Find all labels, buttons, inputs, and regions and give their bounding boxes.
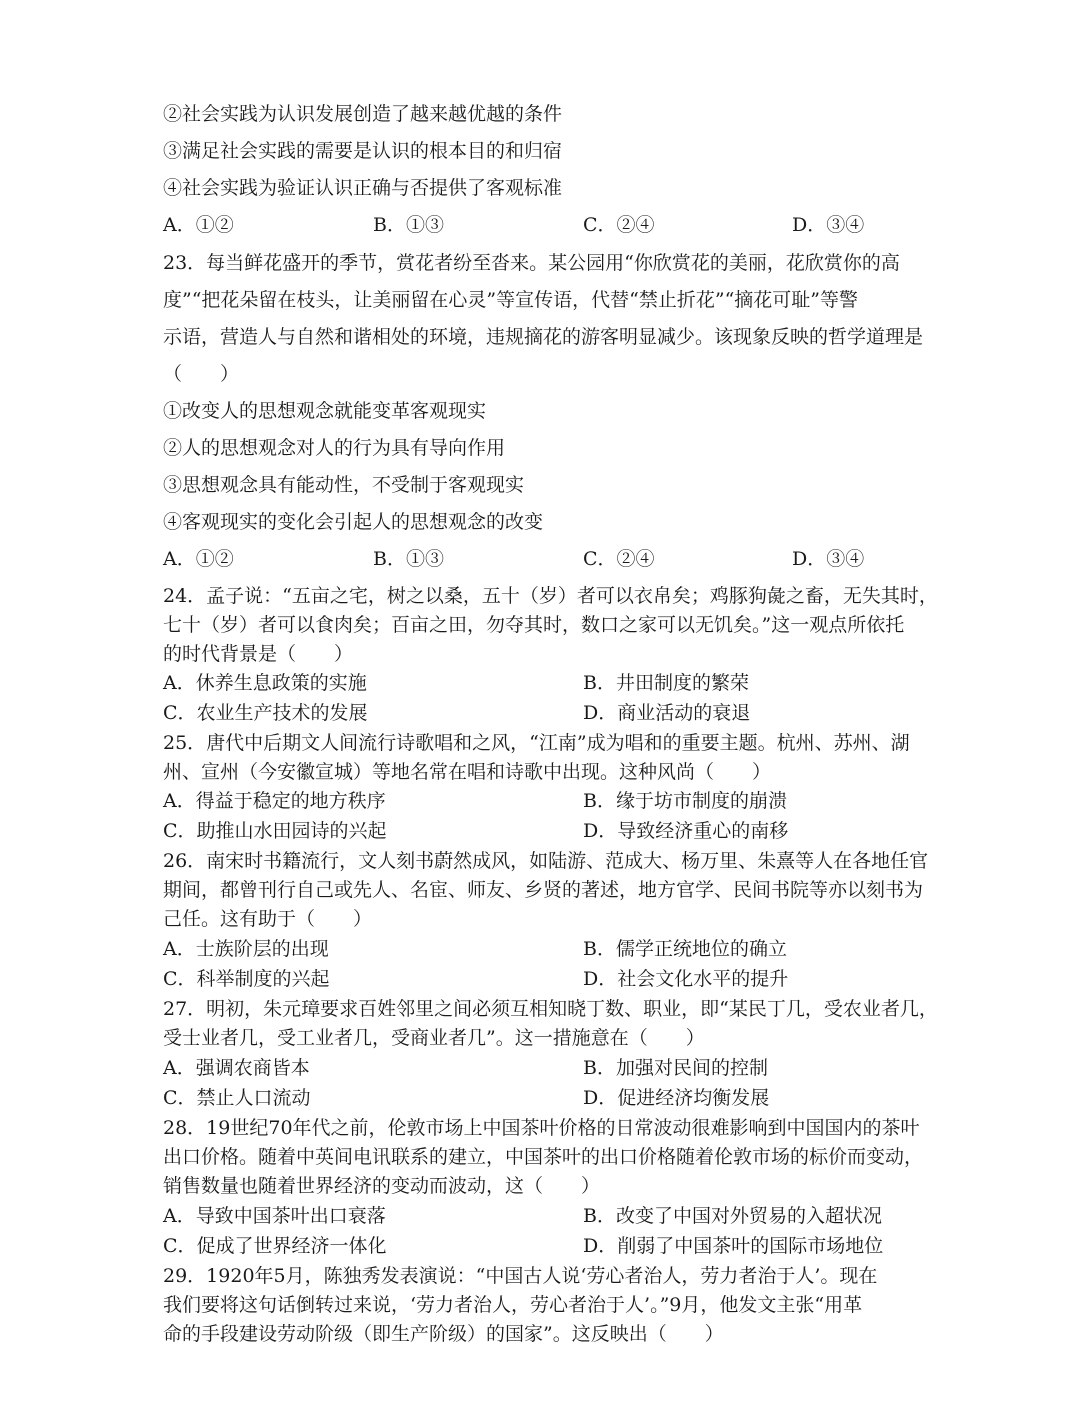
q22-option-c: C．②④ [583,214,655,236]
q25-option-c: C．助推山水田园诗的兴起 [163,820,387,842]
q28-option-b: B．改变了中国对外贸易的入超状况 [583,1205,882,1227]
q28-stem-line-2: 出口价格。随着中英间电讯联系的建立，中国茶叶的出口价格随着伦敦市场的标价而变动， [163,1146,924,1168]
q23-option-a: A．①② [163,548,234,570]
q23-stem-line-3: 示语，营造人与自然和谐相处的环境，违规摘花的游客明显减少。该现象反映的哲学道理是 [163,326,924,348]
q27-option-d: D．促进经济均衡发展 [583,1087,770,1109]
q24-option-c: C．农业生产技术的发展 [163,702,368,724]
q29-stem-line-3: 命的手段建设劳动阶级（即生产阶级）的国家”。这反映出（ ） [163,1323,724,1345]
q24-option-b: B．井田制度的繁荣 [583,672,749,694]
q25-option-a: A．得益于稳定的地方秩序 [163,790,386,812]
q27-option-a: A．强调农商皆本 [163,1057,310,1079]
q24-option-d: D．商业活动的衰退 [583,702,751,724]
q22-option-d: D．③④ [792,214,865,236]
q28-stem-line-1: 28．19世纪70年代之前，伦敦市场上中国茶叶价格的日常波动很难影响到中国国内的茶叶 [163,1117,920,1139]
q28-option-a: A．导致中国茶叶出口衰落 [163,1205,386,1227]
q23-stem-line-1: 23．每当鲜花盛开的季节，赏花者纷至沓来。某公园用“你欣赏花的美丽，花欣赏你的高 [163,252,900,274]
q29-stem-line-2: 我们要将这句话倒转过来说，‘劳力者治人，劳心者治于人’。”9月，他发文主张“用革 [163,1294,863,1316]
q23-option-b: B．①③ [373,548,444,570]
q27-stem-line-1: 27．明初，朱元璋要求百姓邻里之间必须互相知晓丁数、职业，即“某民丁几，受农业者几， [163,998,938,1020]
q26-option-d: D．社会文化水平的提升 [583,968,789,990]
q26-option-a: A．士族阶层的出现 [163,938,329,960]
q26-stem-line-3: 己任。这有助于（ ） [163,908,373,930]
q26-stem-line-2: 期间，都曾刊行自己或先人、名宦、师友、乡贤的著述，地方官学、民间书院等亦以刻书为 [163,879,924,901]
q23-statement-4: ④客观现实的变化会引起人的思想观念的改变 [163,511,544,533]
q23-option-d: D．③④ [792,548,865,570]
q26-option-b: B．儒学正统地位的确立 [583,938,787,960]
q27-option-c: C．禁止人口流动 [163,1087,311,1109]
q28-option-c: C．促成了世界经济一体化 [163,1235,387,1257]
q24-stem-line-1: 24．孟子说：“五亩之宅，树之以桑，五十（岁）者可以衣帛矣；鸡豚狗彘之畜，无失其时， [163,585,938,607]
q22-statement-4: ④社会实践为验证认识正确与否提供了客观标准 [163,177,563,199]
q24-option-a: A．休养生息政策的实施 [163,672,367,694]
q23-statement-1: ①改变人的思想观念就能变革客观现实 [163,400,487,422]
q23-statement-3: ③思想观念具有能动性，不受制于客观现实 [163,474,525,496]
q22-statement-3: ③满足社会实践的需要是认识的根本目的和归宿 [163,140,563,162]
q23-answer-blank: （ ） [163,363,240,385]
q25-stem-line-2: 州、宣州（今安徽宣城）等地名常在唱和诗歌中出现。这种风尚（ ） [163,761,772,783]
q23-stem-line-2: 度”“把花朵留在枝头，让美丽留在心灵”等宣传语，代替“禁止折花”“摘花可耻”等警 [163,289,858,311]
q28-option-d: D．削弱了中国茶叶的国际市场地位 [583,1235,884,1257]
q25-stem-line-1: 25．唐代中后期文人间流行诗歌唱和之风，“江南”成为唱和的重要主题。杭州、苏州、湖 [163,732,910,754]
q24-stem-line-2: 七十（岁）者可以食肉矣；百亩之田，勿夺其时，数口之家可以无饥矣。”这一观点所依托 [163,614,905,636]
q27-option-b: B．加强对民间的控制 [583,1057,768,1079]
q23-statement-2: ②人的思想观念对人的行为具有导向作用 [163,437,506,459]
q29-stem-line-1: 29．1920年5月，陈独秀发表演说：“中国古人说‘劳心者治人，劳力者治于人’。现在 [163,1265,878,1287]
q22-statement-2: ②社会实践为认识发展创造了越来越优越的条件 [163,103,563,125]
q22-option-b: B．①③ [373,214,444,236]
q25-option-b: B．缘于坊市制度的崩溃 [583,790,787,812]
q23-option-c: C．②④ [583,548,655,570]
q26-stem-line-1: 26．南宋时书籍流行，文人刻书蔚然成风，如陆游、范成大、杨万里、朱熹等人在各地任官 [163,850,929,872]
q25-option-d: D．导致经济重心的南移 [583,820,789,842]
q24-stem-line-3: 的时代背景是（ ） [163,643,354,665]
q27-stem-line-2: 受士业者几，受工业者几，受商业者几”。这一措施意在（ ） [163,1027,705,1049]
q28-stem-line-3: 销售数量也随着世界经济的变动而波动，这（ ） [163,1175,601,1197]
q26-option-c: C．科举制度的兴起 [163,968,330,990]
q22-option-a: A．①② [163,214,234,236]
